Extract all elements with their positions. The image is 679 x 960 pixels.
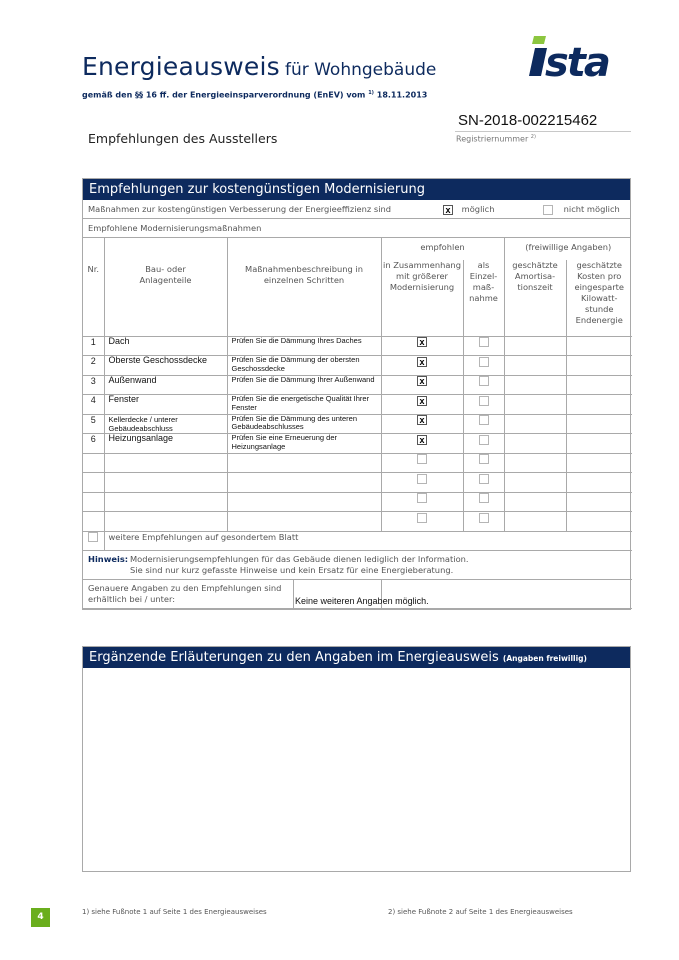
cost-cell[interactable] [566, 414, 632, 434]
col-group-recommended: empfohlen [381, 238, 504, 260]
explanations-note: (Angaben freiwillig) [502, 654, 587, 663]
svg-text:sta: sta [545, 40, 609, 80]
possible-label: möglich [461, 204, 495, 214]
cost-cell[interactable] [566, 375, 632, 395]
amortization-cell[interactable] [504, 492, 566, 512]
subtitle-text: gemäß den §§ 16 ff. der Energieeinsparverordnung (EnEV) vom [82, 90, 366, 100]
explanations-content[interactable] [83, 668, 630, 871]
contact-divider [293, 579, 294, 609]
row-description[interactable]: Prüfen Sie eine Erneuerung der Heizungsanlage [227, 434, 381, 454]
measures-question-row [83, 200, 630, 219]
in-context-checkbox[interactable]: x [417, 337, 427, 347]
row-nr: 6 [83, 434, 104, 454]
table-row-empty [83, 473, 632, 493]
table-row-empty [83, 492, 632, 512]
registration-underline [455, 131, 631, 132]
single-measure-checkbox[interactable] [479, 376, 489, 386]
in-context-checkbox[interactable] [417, 454, 427, 464]
single-measure-checkbox[interactable] [479, 357, 489, 367]
single-measure-checkbox[interactable] [479, 396, 489, 406]
col-header-in-context: in Zusammenhang mit größerer Modernisierung [381, 260, 463, 336]
row-part[interactable]: Dach [104, 336, 227, 356]
in-context-checkbox[interactable]: x [417, 415, 427, 425]
table-row [83, 395, 632, 415]
registration-number: SN-2018-002215462 [458, 112, 598, 129]
hint-label: Hinweis: [88, 554, 129, 564]
row-description[interactable]: Prüfen Sie die Dämmung Ihrer Außenwand [227, 375, 381, 395]
in-context-checkbox[interactable]: x [417, 435, 427, 445]
hint-row [83, 551, 632, 580]
table-row [83, 356, 632, 376]
amortization-cell[interactable] [504, 453, 566, 473]
table-row-empty [83, 512, 632, 532]
hint-line-1: Modernisierungsempfehlungen für das Gebäude dienen lediglich der Information. [130, 554, 469, 564]
cost-cell[interactable] [566, 512, 632, 532]
table-row [83, 375, 632, 395]
hint-cell [83, 551, 632, 580]
row-description[interactable]: Prüfen Sie die energetische Qualität Ihrer Fenster [227, 395, 381, 415]
table-header-row [83, 238, 632, 260]
in-context-checkbox[interactable]: x [417, 396, 427, 406]
row-nr: 2 [83, 356, 104, 376]
ista-logo [528, 30, 632, 80]
row-description[interactable] [227, 453, 381, 473]
table-row [83, 414, 632, 434]
in-context-checkbox[interactable]: x [417, 357, 427, 367]
row-nr: 1 [83, 336, 104, 356]
single-measure-checkbox[interactable] [479, 474, 489, 484]
col-header-amortization: geschätzte Amortisa-tionszeit [504, 260, 566, 336]
more-recommendations-label: weitere Empfehlungen auf gesondertem Blatt [104, 531, 632, 551]
recommendations-panel [82, 178, 631, 610]
cost-cell[interactable] [566, 356, 632, 376]
recommendations-table [83, 238, 632, 609]
amortization-cell[interactable] [504, 414, 566, 434]
explanations-title: Ergänzende Erläuterungen zu den Angaben im Energieausweis [89, 650, 499, 665]
title-suffix: für Wohngebäude [284, 60, 437, 80]
in-context-checkbox[interactable]: x [417, 376, 427, 386]
cost-cell[interactable] [566, 336, 632, 356]
document-title [82, 52, 436, 81]
single-measure-checkbox[interactable] [479, 337, 489, 347]
cost-cell[interactable] [566, 395, 632, 415]
row-nr [83, 492, 104, 512]
explanations-panel-title [83, 647, 630, 668]
in-context-checkbox[interactable] [417, 513, 427, 523]
single-measure-checkbox[interactable] [479, 513, 489, 523]
registration-label [456, 134, 536, 144]
amortization-cell[interactable] [504, 473, 566, 493]
row-description[interactable]: Prüfen Sie die Dämmung Ihres Daches [227, 336, 381, 356]
more-recommendations-row [83, 531, 632, 551]
row-description[interactable] [227, 473, 381, 493]
cost-cell[interactable] [566, 434, 632, 454]
amortization-cell[interactable] [504, 395, 566, 415]
subtitle-footnote-ref: 1) [368, 90, 374, 96]
amortization-cell[interactable] [504, 512, 566, 532]
single-measure-checkbox[interactable] [479, 493, 489, 503]
row-nr: 3 [83, 375, 104, 395]
section-title: Empfehlungen des Ausstellers [88, 131, 278, 146]
row-nr [83, 453, 104, 473]
row-part[interactable]: Fenster [104, 395, 227, 415]
row-description[interactable]: Prüfen Sie die Dämmung der obersten Geschossdecke [227, 356, 381, 376]
more-recommendations-checkbox[interactable] [88, 532, 98, 542]
row-nr [83, 512, 104, 532]
col-header-nr: Nr. [83, 238, 104, 336]
row-description[interactable] [227, 492, 381, 512]
option-not-possible [543, 200, 620, 218]
in-context-checkbox[interactable] [417, 493, 427, 503]
row-description[interactable]: Prüfen Sie die Dämmung des unteren Gebäudeabschlusses [227, 414, 381, 434]
amortization-cell[interactable] [504, 336, 566, 356]
footnote-2: 2) siehe Fußnote 2 auf Seite 1 des Energieausweises [388, 908, 573, 916]
contact-value[interactable]: Keine weiteren Angaben möglich. [295, 596, 429, 606]
row-nr [83, 473, 104, 493]
amortization-cell[interactable] [504, 356, 566, 376]
cost-cell[interactable] [566, 453, 632, 473]
table-row [83, 434, 632, 454]
row-part[interactable] [104, 453, 227, 473]
document-subtitle [82, 90, 427, 100]
not-possible-checkbox[interactable] [543, 205, 553, 215]
row-part[interactable] [104, 473, 227, 493]
registration-label-text: Registriernummer [456, 134, 529, 144]
row-part[interactable]: Kellerdecke / unterer Gebäudeabschluss [104, 414, 227, 434]
measures-question: Maßnahmen zur kostengünstigen Verbesserung der Energieeffizienz sind [88, 204, 392, 214]
row-nr: 5 [83, 414, 104, 434]
col-header-description: Maßnahmenbeschreibung in einzelnen Schritten [227, 238, 381, 336]
row-part[interactable] [104, 492, 227, 512]
cost-cell[interactable] [566, 473, 632, 493]
registration-footnote-ref: 2) [530, 134, 536, 140]
possible-checkbox[interactable]: x [443, 205, 453, 215]
row-description[interactable] [227, 512, 381, 532]
recommendations-panel-title: Empfehlungen zur kostengünstigen Modernisierung [83, 179, 630, 200]
table-row [83, 336, 632, 356]
row-nr: 4 [83, 395, 104, 415]
hint-line-2: Sie sind nur kurz gefasste Hinweise und kein Ersatz für eine Energieberatung. [130, 565, 454, 575]
row-part[interactable] [104, 512, 227, 532]
table-row-empty [83, 453, 632, 473]
col-header-part: Bau- oder Anlagenteile [104, 238, 227, 336]
page-number-badge: 4 [31, 908, 50, 927]
amortization-cell[interactable] [504, 434, 566, 454]
in-context-checkbox[interactable] [417, 474, 427, 484]
title-main: Energieausweis [82, 52, 280, 81]
col-header-cost: geschätzte Kosten pro eingesparte Kilowatt-stunde Endenergie [566, 260, 632, 336]
explanations-panel [82, 646, 631, 872]
row-part[interactable]: Oberste Geschossdecke [104, 356, 227, 376]
row-part[interactable]: Heizungsanlage [104, 434, 227, 454]
subtitle-date: 18.11.2013 [376, 90, 428, 100]
col-header-single: als Einzel-maß-nahme [463, 260, 504, 336]
single-measure-checkbox[interactable] [479, 454, 489, 464]
contact-label: Genauere Angaben zu den Empfehlungen sind erhältlich bei / unter: [88, 583, 282, 604]
recommended-measures-label: Empfohlene Modernisierungsmaßnahmen [83, 219, 630, 238]
option-possible [443, 200, 495, 218]
footnote-1: 1) siehe Fußnote 1 auf Seite 1 des Energieausweises [82, 908, 267, 916]
amortization-cell[interactable] [504, 375, 566, 395]
not-possible-label: nicht möglich [563, 204, 620, 214]
col-group-optional: (freiwillige Angaben) [504, 238, 632, 260]
single-measure-checkbox[interactable] [479, 415, 489, 425]
cost-cell[interactable] [566, 492, 632, 512]
row-part[interactable]: Außenwand [104, 375, 227, 395]
single-measure-checkbox[interactable] [479, 435, 489, 445]
